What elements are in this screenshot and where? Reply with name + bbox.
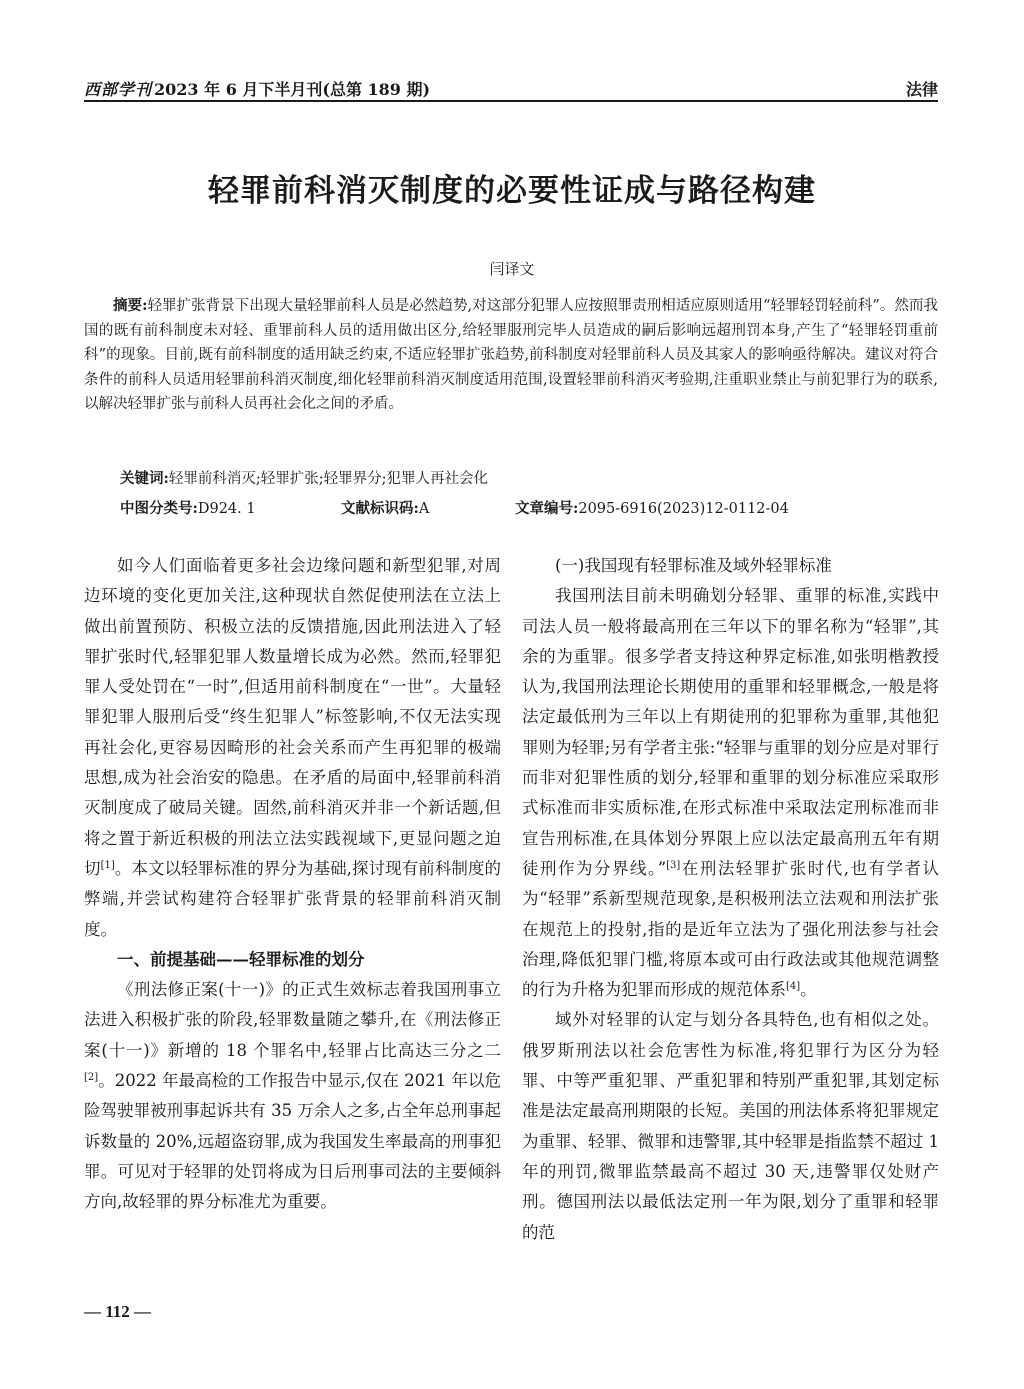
citation-2: [2] — [84, 1072, 99, 1084]
author-name: 闫译文 — [489, 260, 535, 278]
page-number: — 112 — — [84, 1302, 152, 1321]
right-column — [522, 551, 939, 1248]
header-left — [84, 77, 430, 100]
article-label: 文章编号: — [515, 500, 579, 517]
clc-label: 中图分类号: — [120, 500, 198, 517]
doc-value: A — [418, 501, 430, 517]
subsection-text-1-tail: 在刑法轻罪扩张时代,也有学者认为“轻罪”系新型规范现象,是积极刑法立法观和刑法扩张在规范上的投射,指的是近年立法为了强化刑法参与社会治理,降低犯罪门槛,将原本或可由行政法或其他规范调整的行为升格为犯罪而形成的规范体系 — [522, 858, 940, 1000]
section-1-text: 《刑法修正案(十一)》的正式生效标志着我国刑事立法进入积极扩张的阶段,轻罪数量随之攀升,在《刑法修正案(十一)》新增的 18 个罪名中,轻罪占比高达三分之二 — [84, 980, 501, 1060]
keywords-label: 关键词: — [120, 470, 169, 487]
citation-3: [3] — [666, 859, 681, 871]
section-label: 法律 — [905, 80, 938, 99]
subsection-paragraph-1 — [522, 581, 939, 1005]
subsection-paragraph-2: 域外对轻罪的认定与划分各具特色,也有相似之处。俄罗斯刑法以社会危害性为标准,将犯罪行为区分为轻罪、中等严重犯罪、严重犯罪和特别严重犯罪,其划定标准是法定最高刑期限的长短。美国的刑法体系将犯罪规定为重罪、轻罪、微罪和违警罪,其中轻罪是指监禁不超过 1 年的刑罚,微罪监禁最高不超过 30 天,违警罪仅处财产刑。德国刑法以最低法定刑一年为限,划分了重罪和轻罪的范 — [522, 1010, 939, 1242]
abstract — [84, 294, 938, 417]
issue-info: 2023 年 6 月下半月刊(总第 189 期) — [154, 80, 431, 99]
intro-text: 如今人们面临着更多社会边缘问题和新型犯罪,对周边环境的变化更加关注,这种现状自然促使刑法在立法上做出前置预防、积极立法的反馈措施,因此刑法进入了轻罪扩张时代,轻罪犯罪人数量增长成为必然。然而,轻罪犯罪人受处罚在“一时”,但适用前科制度在“一世”。大量轻罪犯罪人服刑后受“终生犯罪人”标签影响,不仅无法实现再社会化,更容易因畸形的社会关系而产生再犯罪的极端思想,成为社会治安的隐患。在矛盾的局面中,轻罪前科消灭制度成了破局关键。固然,前科消灭并非一个新话题,但将之置于新近积极的刑法立法实践视域下,更显问题之迫切 — [84, 556, 501, 878]
intro-paragraph — [84, 551, 501, 945]
classification-line — [120, 497, 938, 521]
document-code — [341, 497, 429, 521]
citation-4: [4] — [786, 981, 801, 993]
article-value: 2095-6916(2023)12-0112-04 — [578, 501, 789, 517]
keywords — [120, 467, 938, 491]
citation-1: [1] — [100, 859, 115, 871]
abstract-label: 摘要: — [113, 297, 148, 314]
keywords-text: 轻罪前科消灭;轻罪扩张;轻罪界分;犯罪人再社会化 — [168, 471, 489, 487]
clc-code — [120, 497, 256, 521]
subsection-text-1: 我国刑法目前未明确划分轻罪、重罪的标准,实践中司法人员一般将最高刑在三年以下的罪名称为“轻罪”,其余的为重罪。很多学者支持这种界定标准,如张明楷教授认为,我国刑法理论长期使用的重罪和轻罪概念,一般是将法定最低刑为三年以上有期徒刑的犯罪称为重罪,其他犯罪则为轻罪;另有学者主张:“轻罪与重罪的划分应是对罪行而非对犯罪性质的划分,轻罪和重罪的划分标准应采取形式标准而非实质标准,在形式标准中采取法定刑标准而非宣告刑标准,在具体划分界限上应以法定最高刑五年有期徒刑作为分界线。” — [522, 586, 939, 878]
left-column — [84, 551, 501, 1218]
running-header — [84, 72, 938, 102]
subsection-heading-1: (一)我国现有轻罪标准及域外轻罪标准 — [555, 556, 832, 575]
journal-logo: 西部学刊 — [84, 80, 153, 99]
doc-label: 文献标识码: — [341, 500, 419, 517]
section-1-text-tail: 。2022 年最高检的工作报告中显示,仅在 2021 年以危险驾驶罪被刑事起诉共有 35 万余人之多,占全年总刑事起诉数量的 20%,远超盗窃罪,成为我国发生率最高的刑事犯罪。可见对于轻罪的处罚将成为日后刑事司法的主要倾斜方向,故轻罪的界分标准尤为重要。 — [84, 1071, 501, 1212]
section-1-paragraph — [84, 975, 501, 1217]
section-heading-1: 一、前提基础——轻罪标准的划分 — [117, 949, 365, 969]
subsection-text-1-end: 。 — [800, 980, 817, 1000]
abstract-text: 轻罪扩张背景下出现大量轻罪前科人员是必然趋势,对这部分犯罪人应按照罪责刑相适应原则适用“轻罪轻罚轻前科”。然而我国的既有前科制度未对轻、重罪前科人员的适用做出区分,给轻罪服刑完毕人员造成的嗣后影响远超刑罚本身,产生了“轻罪轻罚重前科”的现象。目前,既有前科制度的适用缺乏约束,不适应轻罪扩张趋势,前科制度对轻罪前科人员及其家人的影响亟待解决。建议对符合条件的前科人员适用轻罪前科消灭制度,细化轻罪前科消灭制度适用范围,设置轻罪前科消灭考验期,注重职业禁止与前犯罪行为的联系,以解决轻罪扩张与前科人员再社会化之间的矛盾。 — [84, 298, 938, 412]
article-number — [515, 497, 789, 521]
intro-text-tail: 。本文以轻罪标准的界分为基础,探讨现有前科制度的弊端,并尝试构建符合轻罪扩张背景的轻罪前科消灭制度。 — [84, 858, 502, 939]
clc-value: D924. 1 — [197, 501, 256, 517]
article-title: 轻罪前科消灭制度的必要性证成与路径构建 — [208, 173, 816, 209]
